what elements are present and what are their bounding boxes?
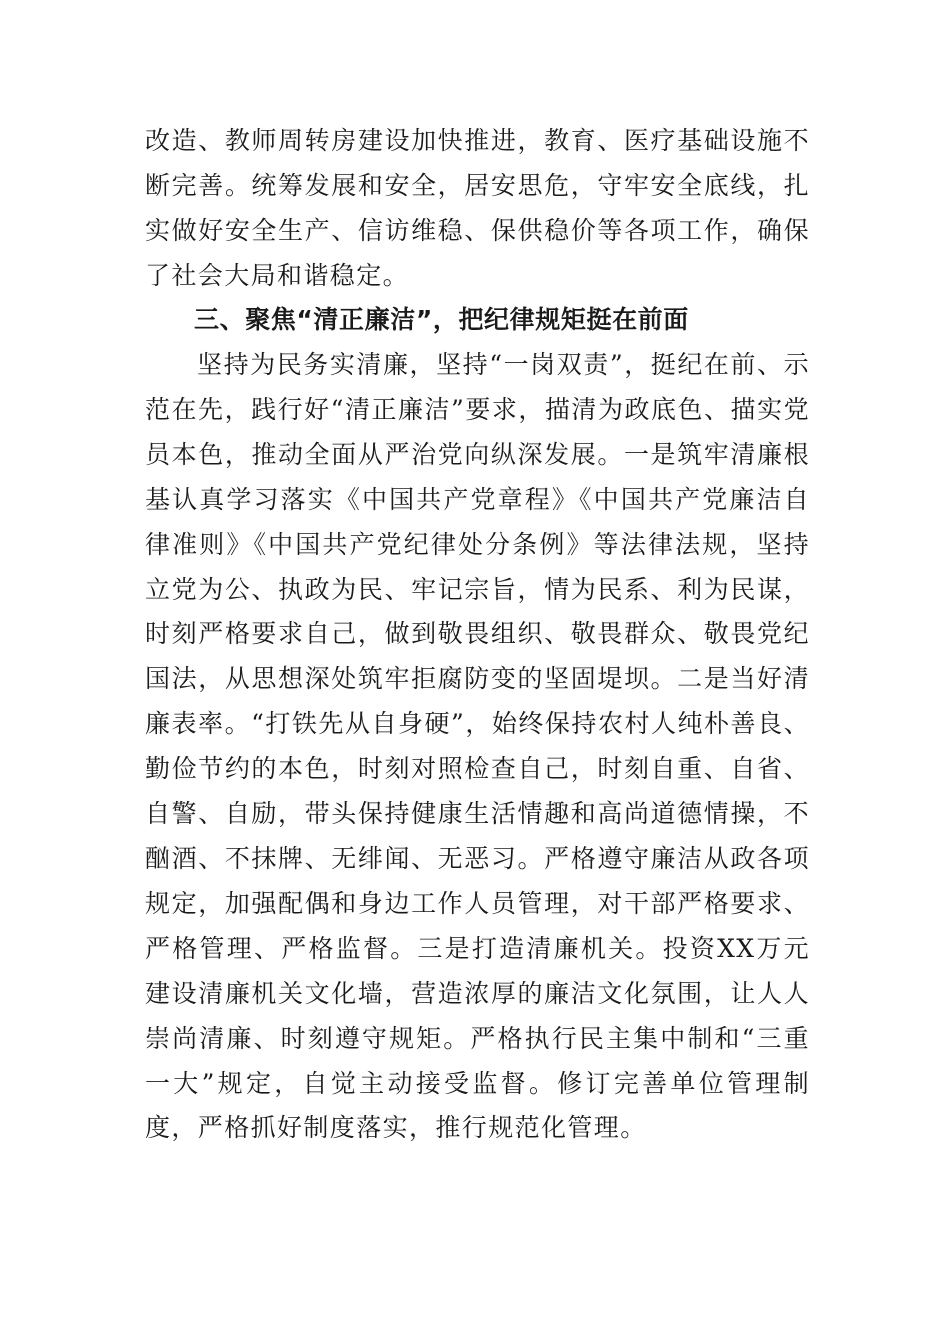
body-paragraph: 改造、教师周转房建设加快推进，教育、医疗基础设施不断完善。统筹发展和安全，居安思危，守牢安全底线，扎实做好安全生产、信访维稳、保供稳价等各项工作，确保了社会大局和谐稳定。 xyxy=(145,126,810,290)
section-heading: 三、聚焦“清正廉洁”，把纪律规矩挺在前面 xyxy=(194,305,689,334)
body-paragraph: 坚持为民务实清廉，坚持“一岗双责”，挺纪在前、示范在先，践行好“清正廉洁”要求，描清为政底色、描实党员本色，推动全面从严治党向纵深发展。一是筑牢清廉根基认真学习落实《中国共产党章程》《中国共产党廉洁自律准则》《中国共产党纪律处分条例》等法律法规，坚持立党为公、执政为民、牢记宗旨，情为民系、利为民谋，时刻严格要求自己，做到敬畏组织、敬畏群众、敬畏党纪国法，从思想深处筑牢拒腐防变的坚固堤坝。二是当好清廉表率。“打铁先从自身硬”，始终保持农村人纯朴善良、勤俭节约的本色，时刻对照检查自己，时刻自重、自省、自警、自励，带头保持健康生活情趣和高尚道德情操，不酗酒、不抹牌、无绯闻、无恶习。严格遵守廉洁从政各项规定，加强配偶和身边工作人员管理，对干部严格要求、严格管理、严格监督。三是打造清廉机关。投资XX万元建设清廉机关文化墙，营造浓厚的廉洁文化氛围，让人人崇尚清廉、时刻遵守规矩。严格执行民主集中制和“三重一大”规定，自觉主动接受监督。修订完善单位管理制度，严格抓好制度落实，推行规范化管理。 xyxy=(145,350,810,1143)
